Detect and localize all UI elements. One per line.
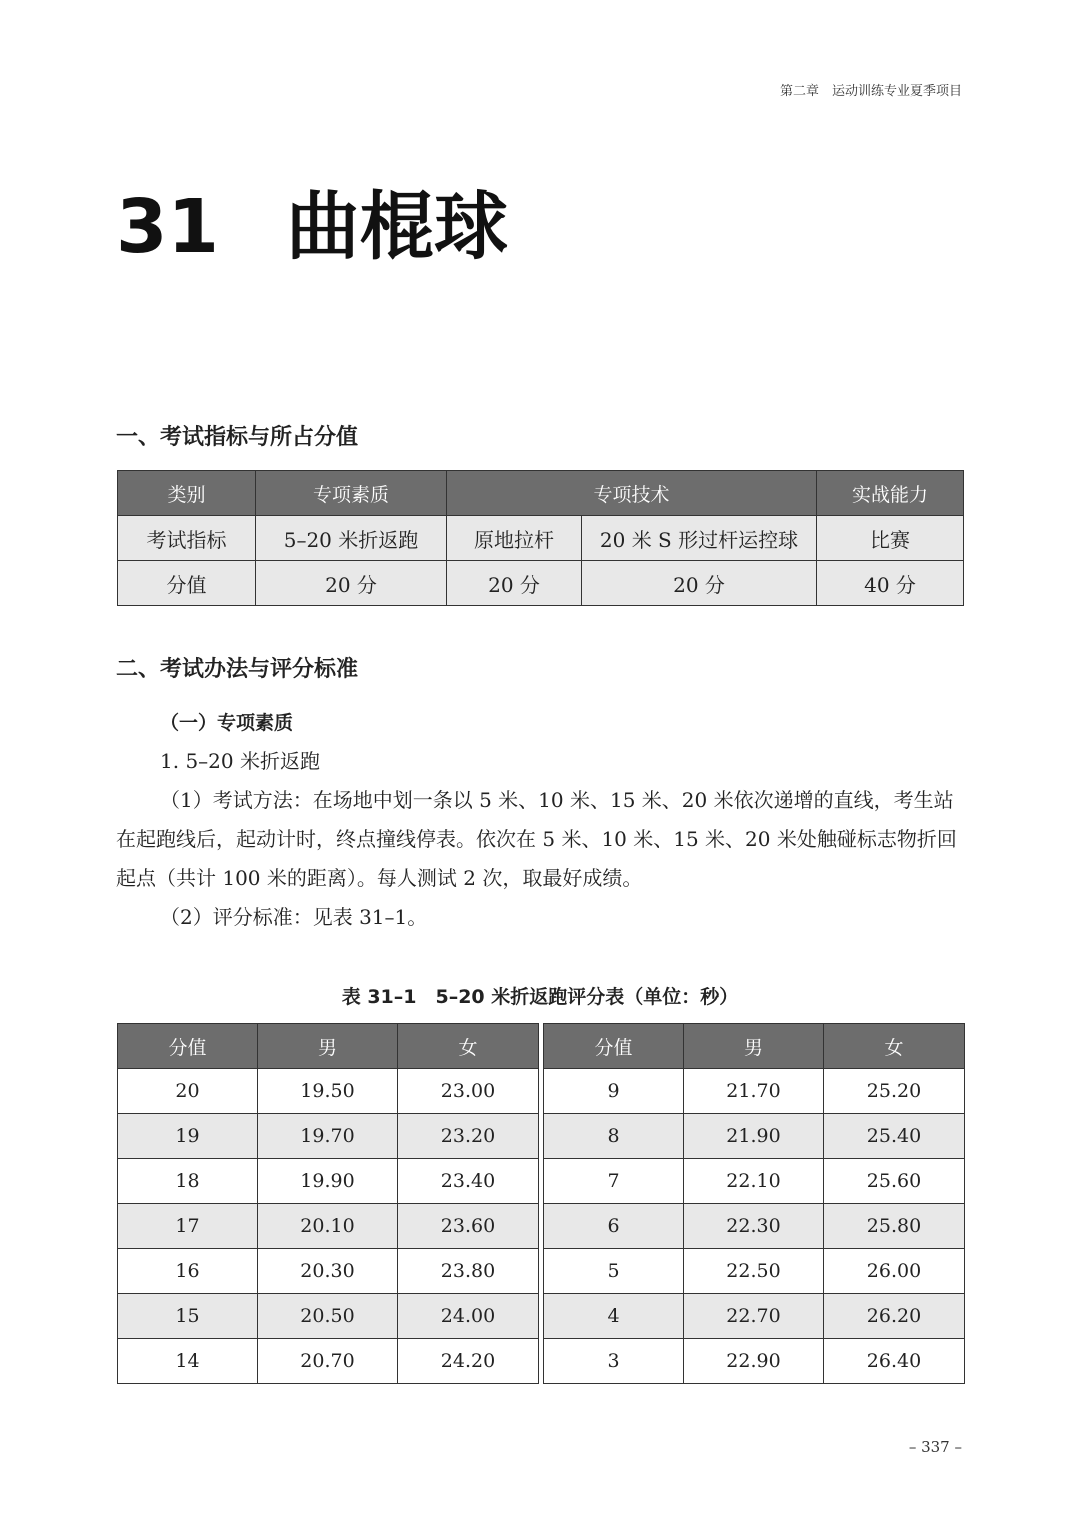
table-row [118,1159,539,1204]
table-cell: 26.40 [824,1339,965,1384]
table-cell: 22.30 [684,1204,824,1249]
table-cell: 16 [118,1249,258,1294]
table-cell: 20 分 [256,561,447,606]
table-row [118,1204,539,1249]
table-cell: 21.90 [684,1114,824,1159]
table-cell: 19.70 [258,1114,398,1159]
table-cell: 20 分 [447,561,582,606]
table-row [544,1204,965,1249]
table-cell: 26.00 [824,1249,965,1294]
table-cell: 19.50 [258,1069,398,1114]
table-cell: 3 [544,1339,684,1384]
table-row [544,1159,965,1204]
table-cell: 7 [544,1159,684,1204]
score-table-left-body [118,1069,539,1384]
table-cell: 22.70 [684,1294,824,1339]
table-row [118,1294,539,1339]
indicator-table [117,470,964,606]
table-cell: 22.10 [684,1159,824,1204]
score-table-right-body [544,1069,965,1384]
header-cell: 男 [258,1024,398,1069]
table-cell: 8 [544,1114,684,1159]
table-caption: 表 31–1 5–20 米折返跑评分表（单位：秒） [341,986,739,1008]
table-row [544,1249,965,1294]
table-cell: 22.90 [684,1339,824,1384]
table-cell: 20.10 [258,1204,398,1249]
table-row [118,561,964,606]
standard-paragraph: （2）评分标准：见表 31–1。 [160,905,428,929]
table-cell: 15 [118,1294,258,1339]
score-table-header [544,1024,965,1069]
table-cell: 25.80 [824,1204,965,1249]
table-cell: 19 [118,1114,258,1159]
table-cell: 24.20 [398,1339,539,1384]
indicator-table-header [118,471,964,516]
table-cell: 20 米 S 形过杆运控球 [582,516,817,561]
table-cell: 5–20 米折返跑 [256,516,447,561]
table-cell: 6 [544,1204,684,1249]
header-cell: 分值 [544,1024,684,1069]
score-table-right [543,1023,965,1384]
header-cell: 女 [398,1024,539,1069]
header-cell: 分值 [118,1024,258,1069]
table-cell: 20.50 [258,1294,398,1339]
table-cell: 20 分 [582,561,817,606]
table-cell: 22.50 [684,1249,824,1294]
table-cell: 23.00 [398,1069,539,1114]
table-row [118,1114,539,1159]
running-head: 第二章 运动训练专业夏季项目 [779,84,962,99]
table-cell: 比赛 [817,516,964,561]
chapter-number: 31 [116,184,219,270]
method-paragraph: （1）考试方法：在场地中划一条以 5 米、10 米、15 米、20 米依次递增的直线，考生站在起跑线后，起动计时，终点撞线停表。依次在 5 米、10 米、15 米、20 米处触碰标志物折回起点（共计 100 米的距离）。每人测试 2 次，取最好成绩。 [116,788,957,890]
chapter-title [116,168,508,274]
item-title: 1. 5–20 米折返跑 [160,749,320,773]
header-cell: 女 [824,1024,965,1069]
table-cell: 14 [118,1339,258,1384]
table-cell: 20 [118,1069,258,1114]
table-cell: 20.70 [258,1339,398,1384]
chapter-name: 曲棍球 [286,184,508,270]
table-cell: 23.20 [398,1114,539,1159]
table-cell: 21.70 [684,1069,824,1114]
table-cell: 17 [118,1204,258,1249]
section-heading-1: 一、考试指标与所占分值 [116,424,359,450]
table-row [544,1339,965,1384]
table-cell: 18 [118,1159,258,1204]
header-cell: 专项技术 [447,471,817,516]
table-cell: 25.20 [824,1069,965,1114]
table-row [544,1114,965,1159]
table-cell: 19.90 [258,1159,398,1204]
table-row [118,1069,539,1114]
section-heading-2: 二、考试办法与评分标准 [116,656,359,682]
table-cell: 23.60 [398,1204,539,1249]
score-table-header [118,1024,539,1069]
table-cell: 40 分 [817,561,964,606]
table-cell: 分值 [118,561,256,606]
table-cell: 25.40 [824,1114,965,1159]
table-cell: 26.20 [824,1294,965,1339]
table-cell: 原地拉杆 [447,516,582,561]
table-cell: 4 [544,1294,684,1339]
table-row [118,1249,539,1294]
table-row [544,1294,965,1339]
table-row [544,1069,965,1114]
table-cell: 23.80 [398,1249,539,1294]
header-cell: 男 [684,1024,824,1069]
table-cell: 24.00 [398,1294,539,1339]
table-cell: 9 [544,1069,684,1114]
header-cell: 专项素质 [256,471,447,516]
table-cell: 23.40 [398,1159,539,1204]
header-cell: 类别 [118,471,256,516]
sub-heading: （一）专项素质 [160,712,294,734]
table-cell: 20.30 [258,1249,398,1294]
page-number: – 337 – [908,1438,962,1456]
table-row [118,1339,539,1384]
table-row [118,516,964,561]
table-cell: 考试指标 [118,516,256,561]
header-cell: 实战能力 [817,471,964,516]
table-cell: 5 [544,1249,684,1294]
score-table-left [117,1023,539,1384]
table-cell: 25.60 [824,1159,965,1204]
